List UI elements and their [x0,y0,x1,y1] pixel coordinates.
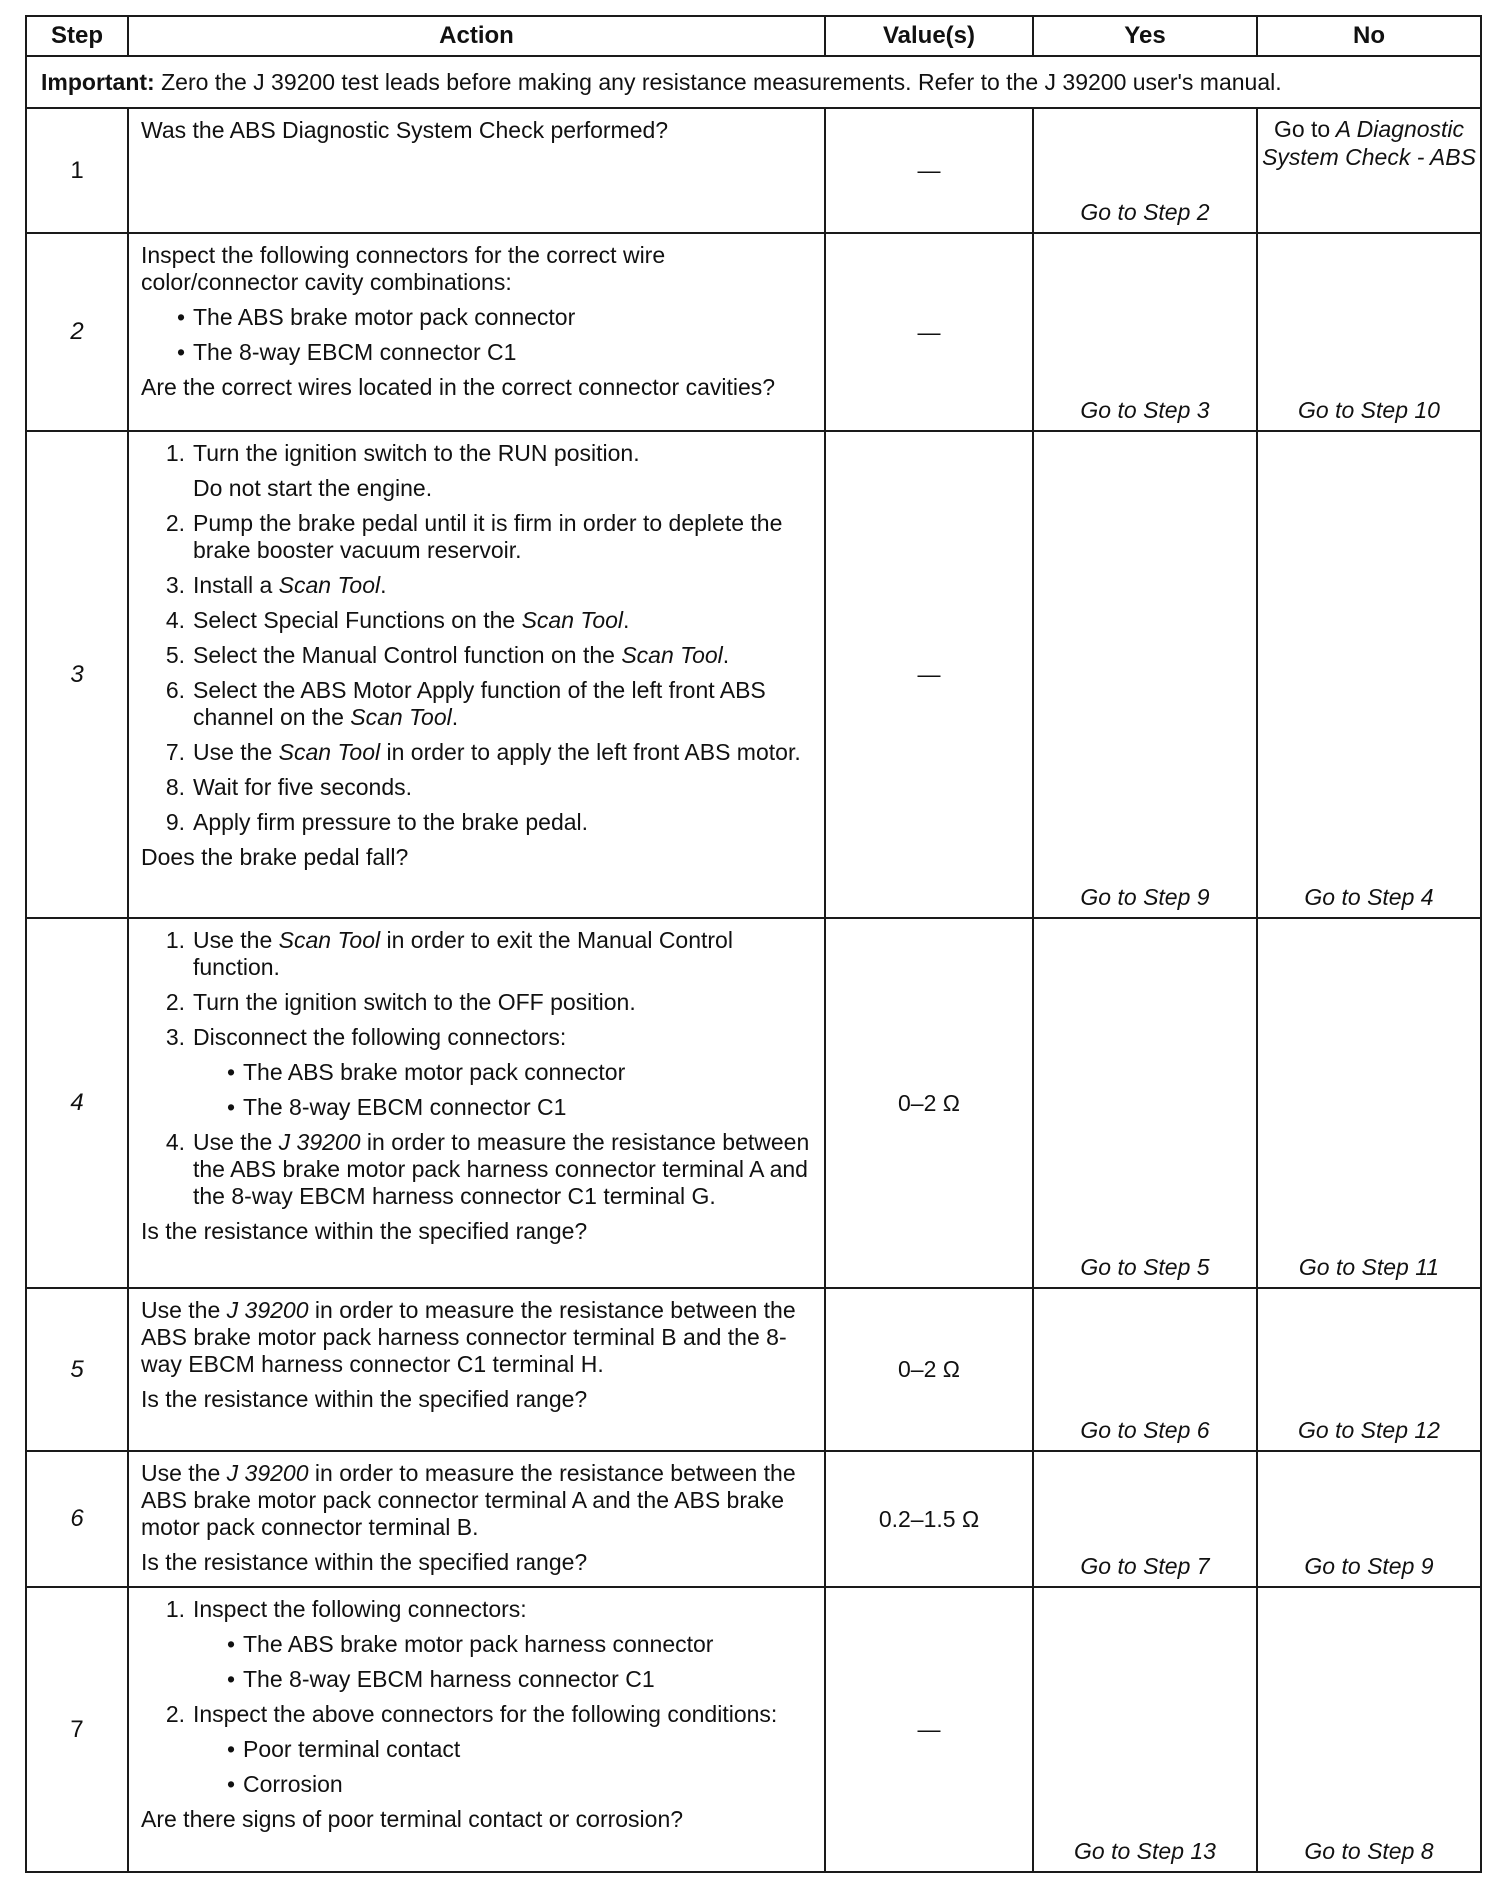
step-number: 6 [26,1451,128,1587]
action-cell [128,431,825,918]
list-item: 9. Apply firm pressure to the brake pedal. [165,809,589,835]
question-text: Is the resistance within the specified range? [141,1218,588,1244]
value-cell: — [825,1587,1033,1872]
step-number: 3 [26,431,128,918]
action-cell [128,108,825,233]
list-item: 3. Install a Scan Tool. [165,572,387,598]
yes-cell: Go to Step 9 [1033,431,1257,918]
yes-cell: Go to Step 6 [1033,1288,1257,1451]
value-cell: — [825,108,1033,233]
question-text: Is the resistance within the specified range? [141,1386,588,1412]
question-text: Are there signs of poor terminal contact or corrosion? [141,1806,684,1832]
header-values: Value(s) [825,16,1033,56]
header-step: Step [26,16,128,56]
step-number: 2 [26,233,128,431]
no-cell [1257,108,1481,233]
yes-cell: Go to Step 7 [1033,1451,1257,1587]
list-item: 2. Turn the ignition switch to the OFF position. [165,989,636,1015]
table-row [26,1451,1481,1587]
list-item: • The ABS brake motor pack connector [176,304,576,330]
yes-cell: Go to Step 3 [1033,233,1257,431]
step-number: 1 [26,108,128,233]
action-cell [128,1587,825,1872]
action-cell [128,1288,825,1451]
list-item: 6. Select the ABS Motor Apply function of the left front ABS channel on the Scan Tool. [165,677,766,730]
intro-text: Inspect the following connectors for the correct wire color/connector cavity combinations: [141,242,666,295]
list-item: • The ABS brake motor pack harness connector [226,1631,714,1657]
list-item: 8. Wait for five seconds. [165,774,413,800]
table-row [26,918,1481,1288]
question-text: Does the brake pedal fall? [141,844,409,870]
sub-list [141,1736,814,1798]
diagnostic-table-page [25,15,1480,1873]
table-row [26,108,1481,233]
list-item: 2. Inspect the above connectors for the following conditions: [165,1701,778,1727]
list-item: 1. Use the Scan Tool in order to exit the Manual Control function. [165,927,733,980]
question-text: Are the correct wires located in the correct connector cavities? [141,374,776,400]
no-cell: Go to Step 10 [1257,233,1481,431]
important-row [26,56,1481,108]
no-cell: Go to Step 4 [1257,431,1481,918]
procedure-list [141,1596,814,1798]
important-label: Important: [41,68,155,95]
no-cell: Go to Step 9 [1257,1451,1481,1587]
list-item: 4. Use the J 39200 in order to measure the resistance between the ABS brake motor pack harness connector terminal A and the 8-way EBCM harness connector C1 terminal G. [165,1129,810,1209]
value-cell: 0–2 Ω [825,918,1033,1288]
table-row [26,233,1481,431]
header-no: No [1257,16,1481,56]
question-text: Is the resistance within the specified range? [141,1549,588,1575]
list-item: 7. Use the Scan Tool in order to apply the left front ABS motor. [165,739,801,765]
list-item: 2. Pump the brake pedal until it is firm in order to deplete the brake booster vacuum reservoir. [165,510,783,563]
list-item: 5. Select the Manual Control function on the Scan Tool. [165,642,730,668]
sub-list [141,1059,814,1121]
no-link-text: A Diagnostic System Check - ABS [1262,116,1476,170]
step-number: 7 [26,1587,128,1872]
no-cell: Go to Step 12 [1257,1288,1481,1451]
no-cell: Go to Step 11 [1257,918,1481,1288]
question-text: Was the ABS Diagnostic System Check performed? [141,117,669,143]
action-cell [128,233,825,431]
diagnostic-table [25,15,1482,1873]
sub-list [141,1631,814,1693]
no-prefix: Go to [1273,116,1331,142]
list-item-note: Do not start the engine. [193,475,433,501]
procedure-list [141,927,814,1210]
instruction-text: Use the J 39200 in order to measure the resistance between the ABS brake motor pack harness connector terminal B and the 8-way EBCM harness connector C1 terminal H. [141,1297,796,1377]
yes-cell: Go to Step 5 [1033,918,1257,1288]
yes-cell: Go to Step 2 [1033,108,1257,233]
list-item: • The 8-way EBCM connector C1 [176,339,517,365]
list-item: 1. Turn the ignition switch to the RUN position. [165,440,640,466]
value-cell: 0–2 Ω [825,1288,1033,1451]
important-text: Zero the J 39200 test leads before making any resistance measurements. Refer to the J 39200 user's manual. [154,68,1282,95]
header-yes: Yes [1033,16,1257,56]
important-note [26,56,1481,108]
table-row [26,1288,1481,1451]
no-cell: Go to Step 8 [1257,1587,1481,1872]
list-item: 3. Disconnect the following connectors: [165,1024,567,1050]
header-row [26,16,1481,56]
value-cell: 0.2–1.5 Ω [825,1451,1033,1587]
table-row [26,1587,1481,1872]
list-item: 4. Select Special Functions on the Scan Tool. [165,607,630,633]
list-item: • Poor terminal contact [226,1736,461,1762]
step-number: 5 [26,1288,128,1451]
list-item: • The 8-way EBCM harness connector C1 [226,1666,655,1692]
list-item: • The ABS brake motor pack connector [226,1059,626,1085]
action-cell [128,1451,825,1587]
value-cell: — [825,431,1033,918]
list-item: 1. Inspect the following connectors: [165,1596,527,1622]
step-number: 4 [26,918,128,1288]
value-cell: — [825,233,1033,431]
header-action: Action [128,16,825,56]
list-item: • Corrosion [226,1771,343,1797]
instruction-text: Use the J 39200 in order to measure the resistance between the ABS brake motor pack connector terminal A and the ABS brake motor pack connector terminal B. [141,1460,796,1540]
table-row [26,431,1481,918]
yes-cell: Go to Step 13 [1033,1587,1257,1872]
procedure-list [141,440,814,836]
list-item: • The 8-way EBCM connector C1 [226,1094,567,1120]
action-cell [128,918,825,1288]
